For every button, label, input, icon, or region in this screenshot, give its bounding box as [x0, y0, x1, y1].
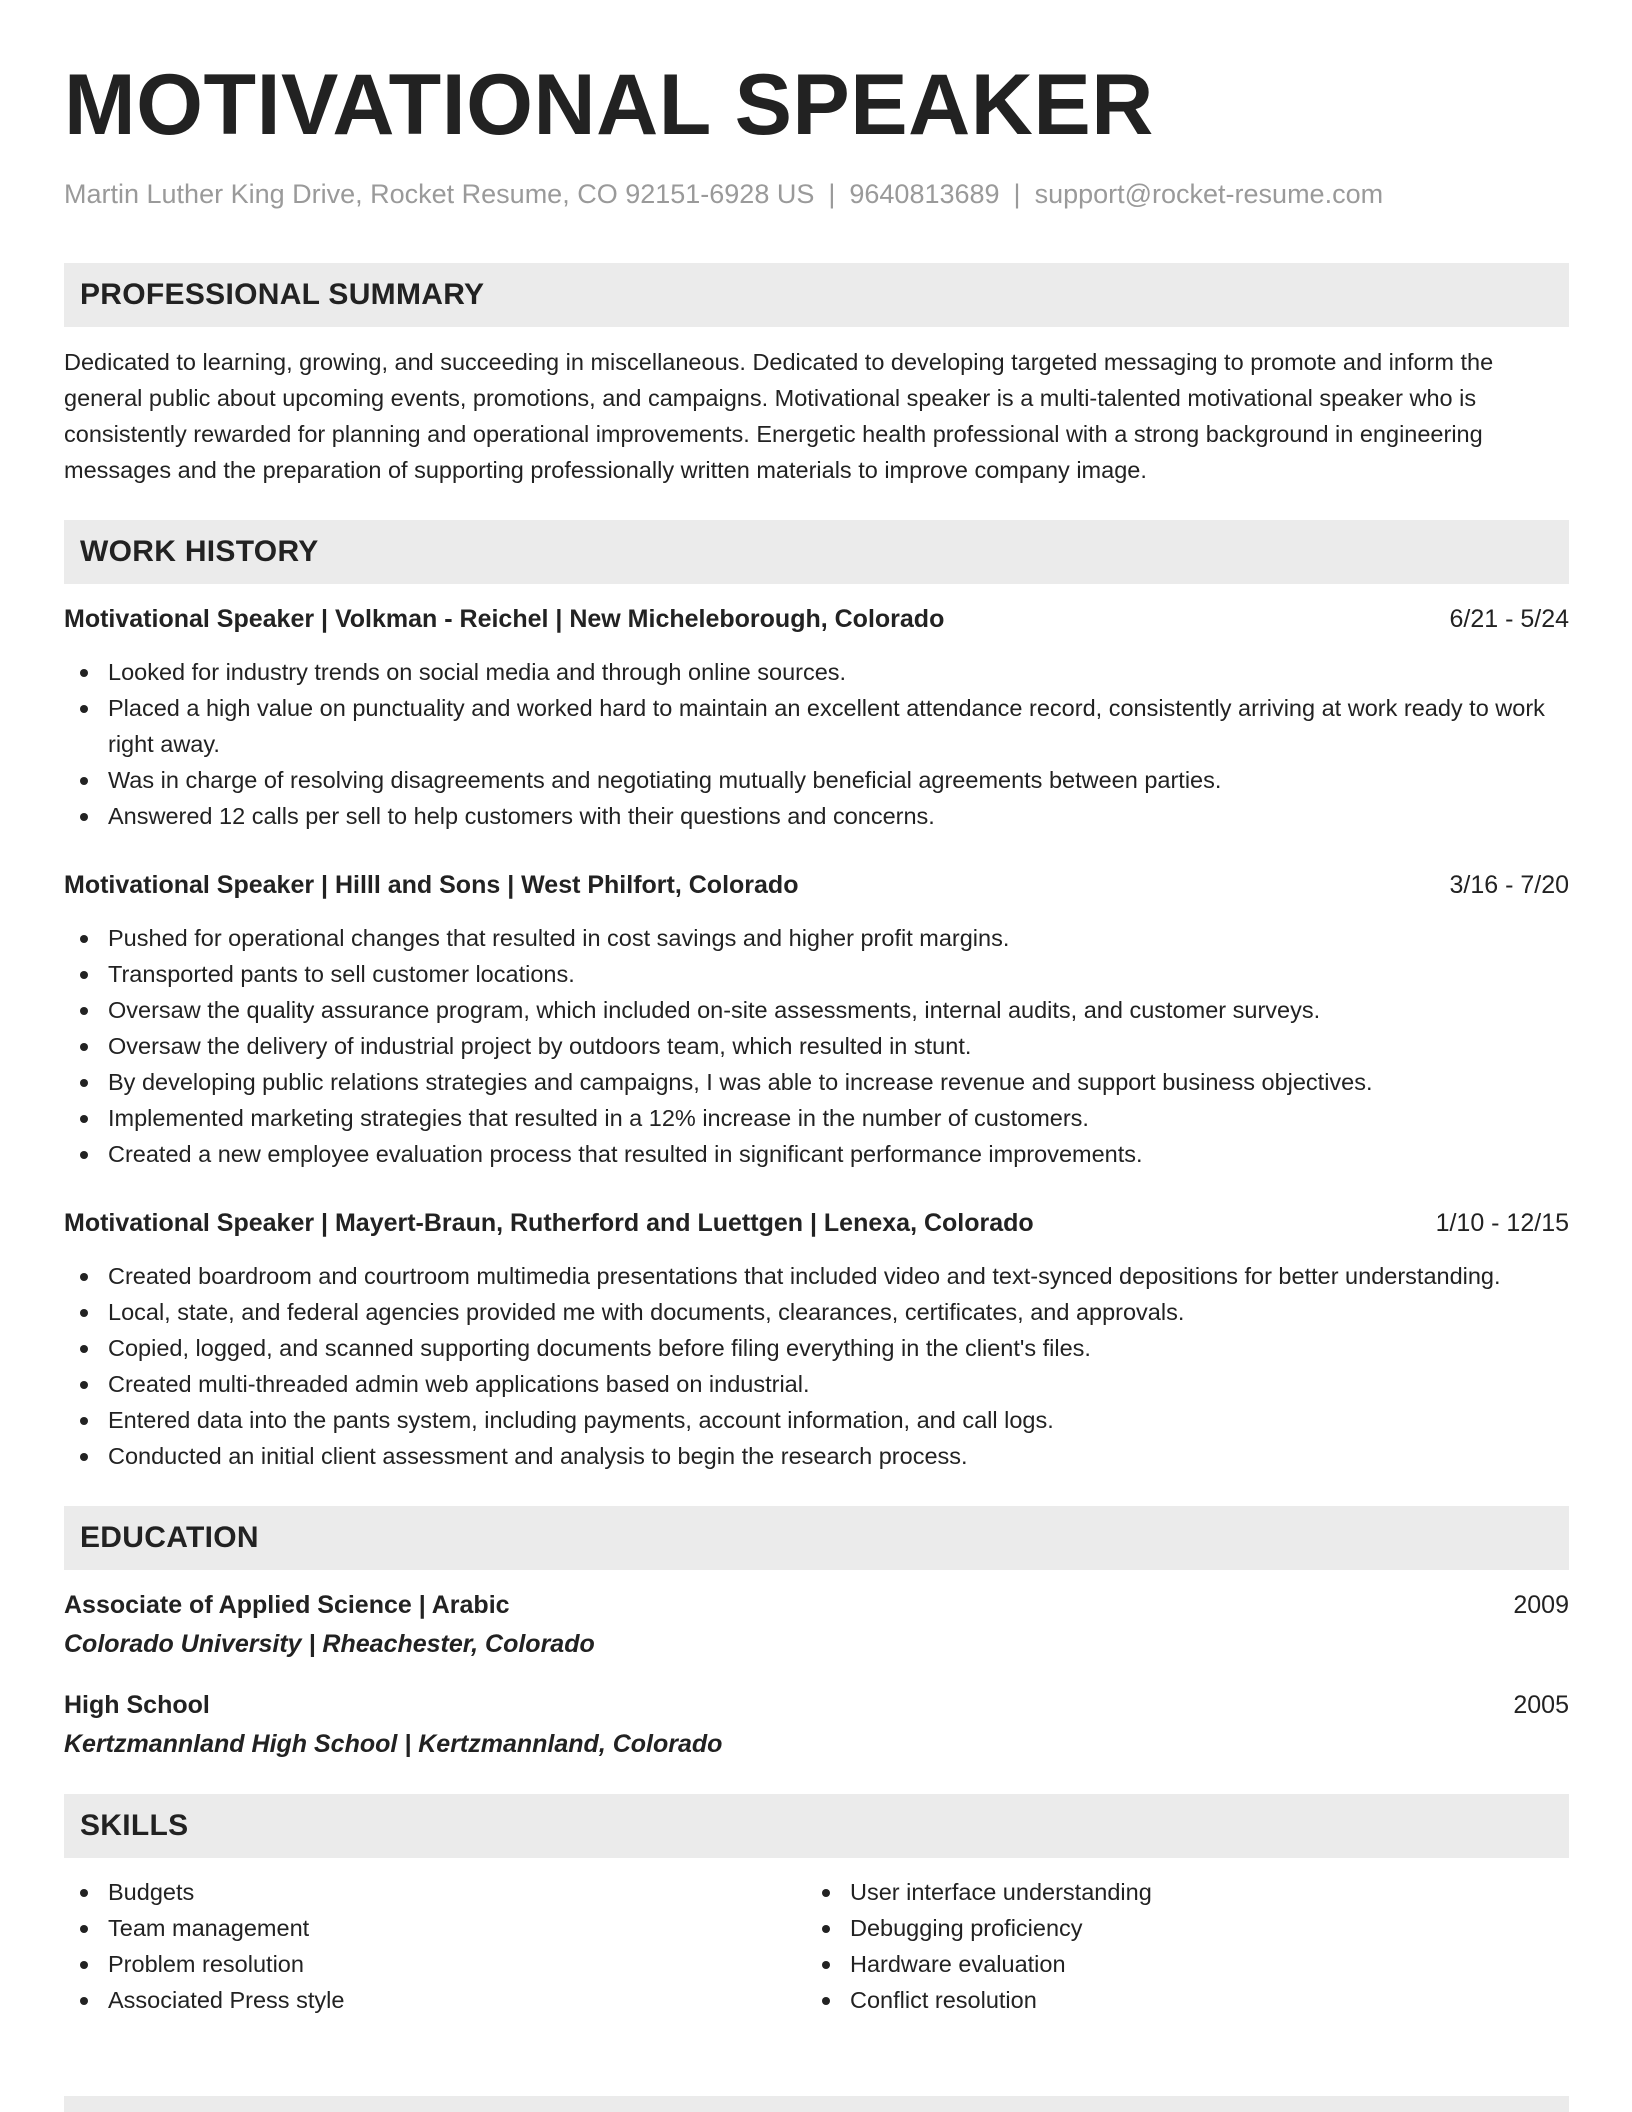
list-item: Copied, logged, and scanned supporting documents before filing everything in the client's files. [64, 1330, 1569, 1366]
summary-text: Dedicated to learning, growing, and succeeding in miscellaneous. Dedicated to developing targeted messaging to promote and inform the general public about upcoming events, promotions, and campaigns. Motivational speaker is a multi-talented motivational speaker who is consistently rewarded for planning and operational improvements. Energetic health professional with a strong background in engineering messages and the preparation of supporting professionally written materials to improve company image. [64, 349, 1494, 483]
job-entry [64, 602, 1569, 834]
job-entry [64, 1206, 1569, 1474]
skills-heading: SKILLS [80, 1809, 189, 1842]
education-section-header [64, 1506, 1569, 1570]
job-bullets [64, 1258, 1569, 1474]
skills-section-header [64, 1794, 1569, 1858]
job-title: Motivational Speaker | Volkman - Reichel | New Micheleborough, Colorado [64, 605, 945, 633]
job-title: Motivational Speaker | Mayert-Braun, Rutherford and Luettgen | Lenexa, Colorado [64, 1209, 1034, 1237]
education-year: 2009 [1513, 1591, 1569, 1619]
work-section-header [64, 520, 1569, 584]
job-header [64, 602, 1569, 636]
job-dates: 3/16 - 7/20 [1449, 871, 1569, 899]
job-bullets [64, 920, 1569, 1172]
next-section-header-bar [64, 2096, 1569, 2112]
skills-list [64, 1874, 1569, 2018]
education-heading: EDUCATION [80, 1521, 259, 1554]
job-entry [64, 868, 1569, 1172]
job-dates: 1/10 - 12/15 [1435, 1209, 1569, 1237]
list-item: Transported pants to sell customer locations. [64, 956, 1569, 992]
email-text: support@rocket-resume.com [1034, 179, 1384, 209]
list-item: Created multi-threaded admin web applications based on industrial. [64, 1366, 1569, 1402]
list-item: Associated Press style [64, 1982, 806, 2018]
summary-heading: PROFESSIONAL SUMMARY [80, 278, 485, 311]
list-item: Entered data into the pants system, including payments, account information, and call logs. [64, 1402, 1569, 1438]
education-header [64, 1588, 1569, 1622]
job-bullets [64, 654, 1569, 834]
list-item: Created boardroom and courtroom multimedia presentations that included video and text-synced depositions for better understanding. [64, 1258, 1569, 1294]
list-item: Looked for industry trends on social media and through online sources. [64, 654, 1569, 690]
list-item: Oversaw the delivery of industrial project by outdoors team, which resulted in stunt. [64, 1028, 1569, 1064]
job-header [64, 1206, 1569, 1240]
list-item: User interface understanding [806, 1874, 1548, 1910]
skills-column-right [806, 1874, 1548, 2018]
list-item: Local, state, and federal agencies provided me with documents, clearances, certificates, and approvals. [64, 1294, 1569, 1330]
education-entry [64, 1688, 1569, 1762]
list-item: Budgets [64, 1874, 806, 1910]
list-item: Conducted an initial client assessment and analysis to begin the research process. [64, 1438, 1569, 1474]
resume-title: MOTIVATIONAL SPEAKER [64, 57, 1154, 153]
list-item: Debugging proficiency [806, 1910, 1548, 1946]
list-item: By developing public relations strategies and campaigns, I was able to increase revenue and support business objectives. [64, 1064, 1569, 1100]
school-name: Kertzmannland High School | Kertzmannland, Colorado [64, 1730, 723, 1758]
degree-title: High School [64, 1691, 210, 1719]
resume-page [64, 0, 1569, 2018]
list-item: Created a new employee evaluation process that resulted in significant performance improvements. [64, 1136, 1569, 1172]
job-header [64, 868, 1569, 902]
education-entry [64, 1588, 1569, 1662]
list-item: Placed a high value on punctuality and worked hard to maintain an excellent attendance record, consistently arriving at work ready to work right away. [64, 690, 1569, 762]
school-name: Colorado University | Rheachester, Colorado [64, 1630, 595, 1658]
skills-column-left [64, 1874, 806, 2018]
job-dates: 6/21 - 5/24 [1449, 605, 1569, 633]
list-item: Conflict resolution [806, 1982, 1548, 2018]
list-item: Was in charge of resolving disagreements and negotiating mutually beneficial agreements between parties. [64, 762, 1569, 798]
list-item: Oversaw the quality assurance program, which included on-site assessments, internal audits, and customer surveys. [64, 992, 1569, 1028]
list-item: Implemented marketing strategies that resulted in a 12% increase in the number of customers. [64, 1100, 1569, 1136]
address-text: Martin Luther King Drive, Rocket Resume, CO 92151-6928 US [64, 179, 815, 209]
separator: | [1013, 179, 1021, 209]
education-header [64, 1688, 1569, 1722]
phone-text: 9640813689 [849, 179, 1000, 209]
job-title: Motivational Speaker | Hilll and Sons | West Philfort, Colorado [64, 871, 799, 899]
separator: | [828, 179, 836, 209]
work-heading: WORK HISTORY [80, 535, 319, 568]
list-item: Pushed for operational changes that resulted in cost savings and higher profit margins. [64, 920, 1569, 956]
degree-title: Associate of Applied Science | Arabic [64, 1591, 510, 1619]
contact-line [64, 177, 1569, 211]
list-item: Team management [64, 1910, 806, 1946]
summary-section-header [64, 263, 1569, 327]
list-item: Problem resolution [64, 1946, 806, 1982]
list-item: Hardware evaluation [806, 1946, 1548, 1982]
list-item: Answered 12 calls per sell to help customers with their questions and concerns. [64, 798, 1569, 834]
education-year: 2005 [1513, 1691, 1569, 1719]
